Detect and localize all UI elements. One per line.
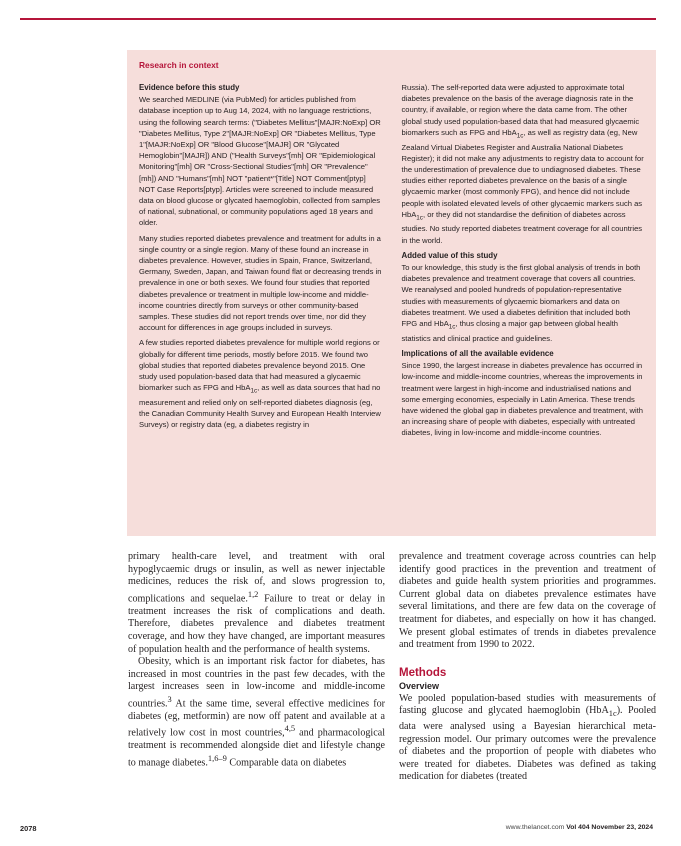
implications-paragraph: Since 1990, the largest increase in diabetes prevalence has occurred in low-income and middle-income countries, whereas the improvements in treatment were largest in high-income and industrialised nations and some emerging economies, especially in Latin America. These trends have widened the global gap in diabetes prevalence and treatment, with an increasing share of people with diabetes, especially with untreated diabetes, living in low-income and middle-income countries.	[401, 361, 643, 438]
evidence-continued-paragraph: Russia). The self-reported data were adjusted to approximate total diabetes prevalence on the basis of the average diagnosis rate in the country, if available, or region where the data came from. The other global study used population-based data that had measured glycaemic biomarkers such as FPG and HbA$_{1c}$, as well as registry data (eg, New Zealand Virtual Diabetes Register and Australia National Diabetes Register); it did not make any adjustments to registry data to account for the underestimation of prevalence due to undiagnosed diabetes. These studies either reported diabetes prevalence on the basis of a single glycaemic marker (most commonly FPG), and hence did not include people with isolated elevated levels of other glycaemic markers such as HbA$_{1c}$, or they did not standardise the definition of diabetes across studies. No study reported diabetes treatment coverage for all countries in the world.	[401, 83, 644, 245]
overview-subheading: Overview	[399, 680, 440, 691]
panel-column-left	[139, 82, 382, 439]
journal-volume: Vol 404	[566, 824, 590, 831]
implications-heading: Implications of all the available evidence	[401, 349, 554, 359]
journal-website: www.thelancet.com	[505, 824, 565, 831]
body-paragraph: Obesity, which is an important risk factor for diabetes, has increased in most countries in the past few decades, with the largest increases seen in low-income and middle-income countries.$^3$ At the same time, several effective medicines for diabetes (eg, metformin) are now off patent and available at a relatively low cost in most countries,$^{4,5}$ and pharmacological treatment is recommended alongside diet and lifestyle change to manage diabetes.$^{1,6-9}$ Comparable data on diabetes	[128, 656, 385, 769]
body-paragraph: prevalence and treatment coverage across countries can help identify good practices in the prevention and treatment of diabetes and guide health system priorities and programmes. Current global data on diabetes prevalence estimates have several limitations, and there are few data on the coverage of treatment for diabetes, and especially on how it has changed. We present global estimates of trends in diabetes prevalence and treatment from 1990 to 2022.	[399, 551, 656, 651]
top-rule	[20, 18, 656, 20]
issue-date: November 23, 2024	[591, 824, 653, 831]
evidence-paragraph-2: Many studies reported diabetes prevalence and treatment for adults in a single country or a single region. Many of these found an increase in diabetes prevalence. However, studies in Spain, France, Switzerland, Germany, Sweden, Japan, and Taiwan found flat or decreasing trends in prevalence in one or both sexes. We found four studies that reported diabetes prevalence or treatment in multiple low-income and middle-income countries directly from surveys or other community-based samples. These studies did not report trends over time, nor did they account for differences in age groups included in surveys.	[139, 233, 382, 333]
panel-column-right	[402, 82, 645, 439]
added-value-paragraph: To our knowledge, this study is the first global analysis of trends in both diabetes prevalence and treatment coverage that covers all countries. We reanalysed and pooled hundreds of population-representative studies with measurements of glycaemic biomarkers and data on diabetes treatment. We used a diabetes definition that included both FPG and HbA$_{1c}$, thus closing a major gap between global health statistics and clinical practice and guidelines.	[401, 263, 641, 343]
research-in-context-panel	[127, 50, 656, 536]
evidence-paragraph-1: We searched MEDLINE (via PubMed) for articles published from database inception up to Aug 14, 2024, with no language restrictions, using the following search terms: ("Diabetes Mellitus"[MAJR:NoExp] OR "Diabetes Mellitus, Type 2"[MAJR:NoExp] OR "Diabetes Mellitus, Type 1"[MAJR:NoExp] OR "Blood Glucose"[MAJR] OR "Glycated Hemoglobin"[MAJR]) AND ("Health Surveys"[mh] OR "Epidemiological Monitoring"[mh] OR "Cross-Sectional Studies"[mh] OR "Prevalence"[mh]) AND "Humans"[mh] NOT "patient*"[Title] NOT Comment[ptyp] NOT Case Reports[ptyp]. Articles were screened to include measured data on blood glucose or glycated haemoglobin, collected from samples of national, subnational, or community populations aged 18 years and older.	[139, 95, 381, 228]
evidence-heading: Evidence before this study	[139, 83, 240, 92]
article-body	[128, 551, 656, 784]
body-paragraph: primary health-care level, and treatment with oral hypoglycaemic drugs or insulin, as well as newer injectable medicines, reduces the risk of, and slows progression to, complications and sequelae.$^{1,2}$ Failure to treat or delay in treatment increases the risk of complications and death. Therefore, diabetes prevalence and diabetes treatment coverage, and how they have changed, are important measures of population health and the performance of health systems.	[128, 551, 386, 655]
evidence-paragraph-3: A few studies reported diabetes prevalence for multiple world regions or globally for different time periods, mostly before 2015. We found two global studies that reported diabetes prevalence beyond 2015. One study used population-based data that had measured a glycaemic biomarker such as FPG and HbA$_{1c}$, as well as data sources that had no measurement and relied only on self-reported diabetes diagnosis (eg, the Canadian Community Health Survey and European Health Interview Surveys) or registry data (eg, a diabetes registry in	[139, 338, 381, 430]
page-number: 2078	[20, 824, 37, 833]
added-value-heading: Added value of this study	[401, 250, 498, 260]
methods-heading: Methods	[399, 666, 447, 679]
panel-title: Research in context	[139, 60, 219, 70]
journal-footer	[506, 824, 653, 831]
body-column-left	[128, 551, 385, 784]
body-paragraph: We pooled population-based studies with measurements of fasting glucose and glycated haemoglobin (HbA$_{1c}$). Pooled data were analysed using a Bayesian hierarchical meta-regression model. Our primary outcomes were the prevalence of diabetes and the proportion of people with diabetes who were treated for diabetes. Diabetes was defined as taking medication for diabetes (treated	[399, 692, 657, 783]
body-column-right	[399, 551, 656, 784]
